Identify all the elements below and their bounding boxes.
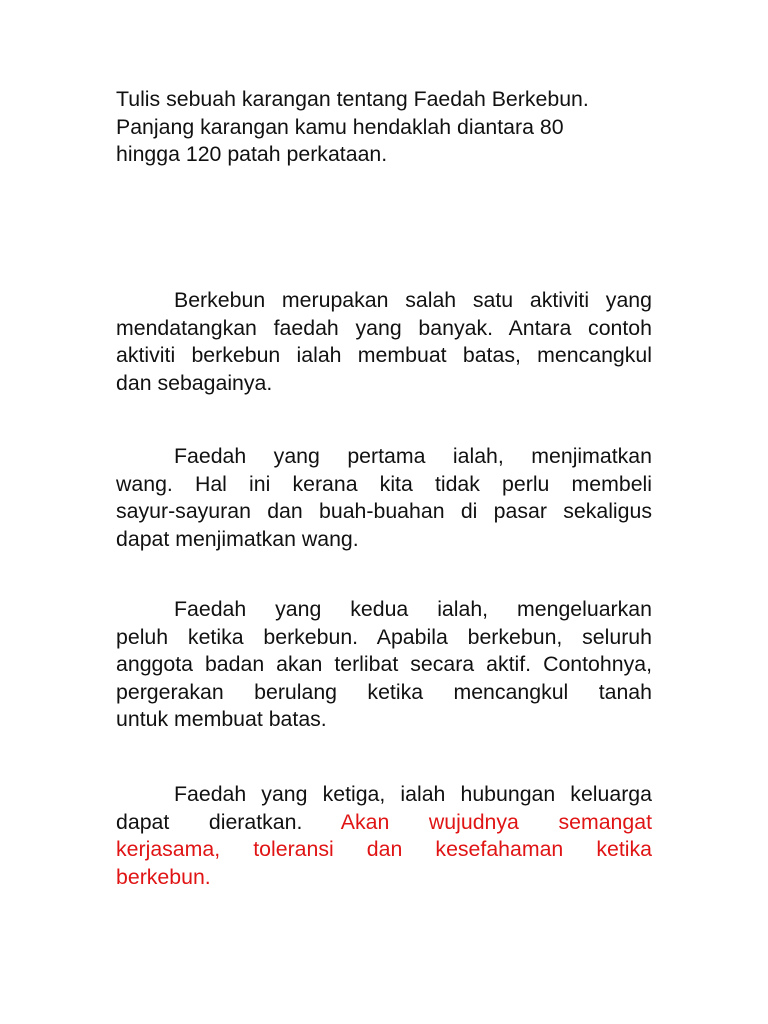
paragraph-benefit-1 — [116, 443, 652, 553]
text-segment: anggota badan akan terlibat secara aktif. Contohnya, — [116, 652, 652, 676]
paragraph-benefit-3 — [116, 781, 652, 891]
paragraph-introduction — [116, 287, 652, 397]
text-line — [116, 498, 652, 526]
text-segment: hingga 120 patah perkataan. — [116, 142, 388, 166]
text-segment: Faedah yang kedua ialah, mengeluarkan — [174, 597, 652, 621]
text-segment: sayur-sayuran dan buah-buahan di pasar sekaligus — [116, 499, 652, 523]
text-line — [116, 287, 652, 315]
text-segment: Berkebun merupakan salah satu aktiviti yang — [174, 288, 652, 312]
text-line — [116, 526, 652, 554]
text-segment: mendatangkan faedah yang banyak. Antara contoh — [116, 315, 652, 340]
text-line — [116, 141, 652, 169]
text-line — [116, 864, 652, 892]
text-segment: aktiviti berkebun ialah membuat batas, mencangkul — [116, 343, 652, 367]
text-line — [116, 781, 652, 809]
highlighted-text: kerjasama, toleransi dan kesefahaman ketika — [116, 837, 652, 861]
highlighted-text: Akan wujudnya semangat — [340, 809, 652, 834]
text-segment: untuk membuat batas. — [116, 707, 327, 731]
text-segment: Panjang karangan kamu hendaklah diantara 80 — [116, 114, 564, 139]
text-line — [116, 809, 652, 837]
text-segment: Tulis sebuah karangan tentang Faedah Berkebun. — [116, 87, 589, 111]
text-line — [116, 114, 652, 142]
text-line — [116, 370, 652, 398]
text-line — [116, 86, 652, 114]
paragraph-benefit-2 — [116, 596, 652, 734]
text-line — [116, 596, 652, 624]
text-line — [116, 443, 652, 471]
text-line — [116, 315, 652, 343]
text-segment: dapat menjimatkan wang. — [116, 526, 359, 551]
text-segment: dapat dieratkan. — [116, 809, 341, 834]
text-line — [116, 624, 652, 652]
text-segment: Faedah yang pertama ialah, menjimatkan — [174, 444, 652, 468]
text-segment: wang. Hal ini kerana kita tidak perlu membeli — [116, 471, 652, 496]
text-line — [116, 471, 652, 499]
text-segment: Faedah yang ketiga, ialah hubungan keluarga — [174, 782, 652, 806]
text-line — [116, 706, 652, 734]
text-segment: peluh ketika berkebun. Apabila berkebun, seluruh — [116, 624, 652, 649]
text-segment: dan sebagainya. — [116, 370, 273, 395]
text-segment: pergerakan berulang ketika mencangkul tanah — [116, 679, 652, 704]
text-line — [116, 836, 652, 864]
text-line — [116, 651, 652, 679]
highlighted-text: berkebun. — [116, 864, 211, 889]
text-line — [116, 679, 652, 707]
text-line — [116, 342, 652, 370]
essay-question — [116, 86, 652, 169]
